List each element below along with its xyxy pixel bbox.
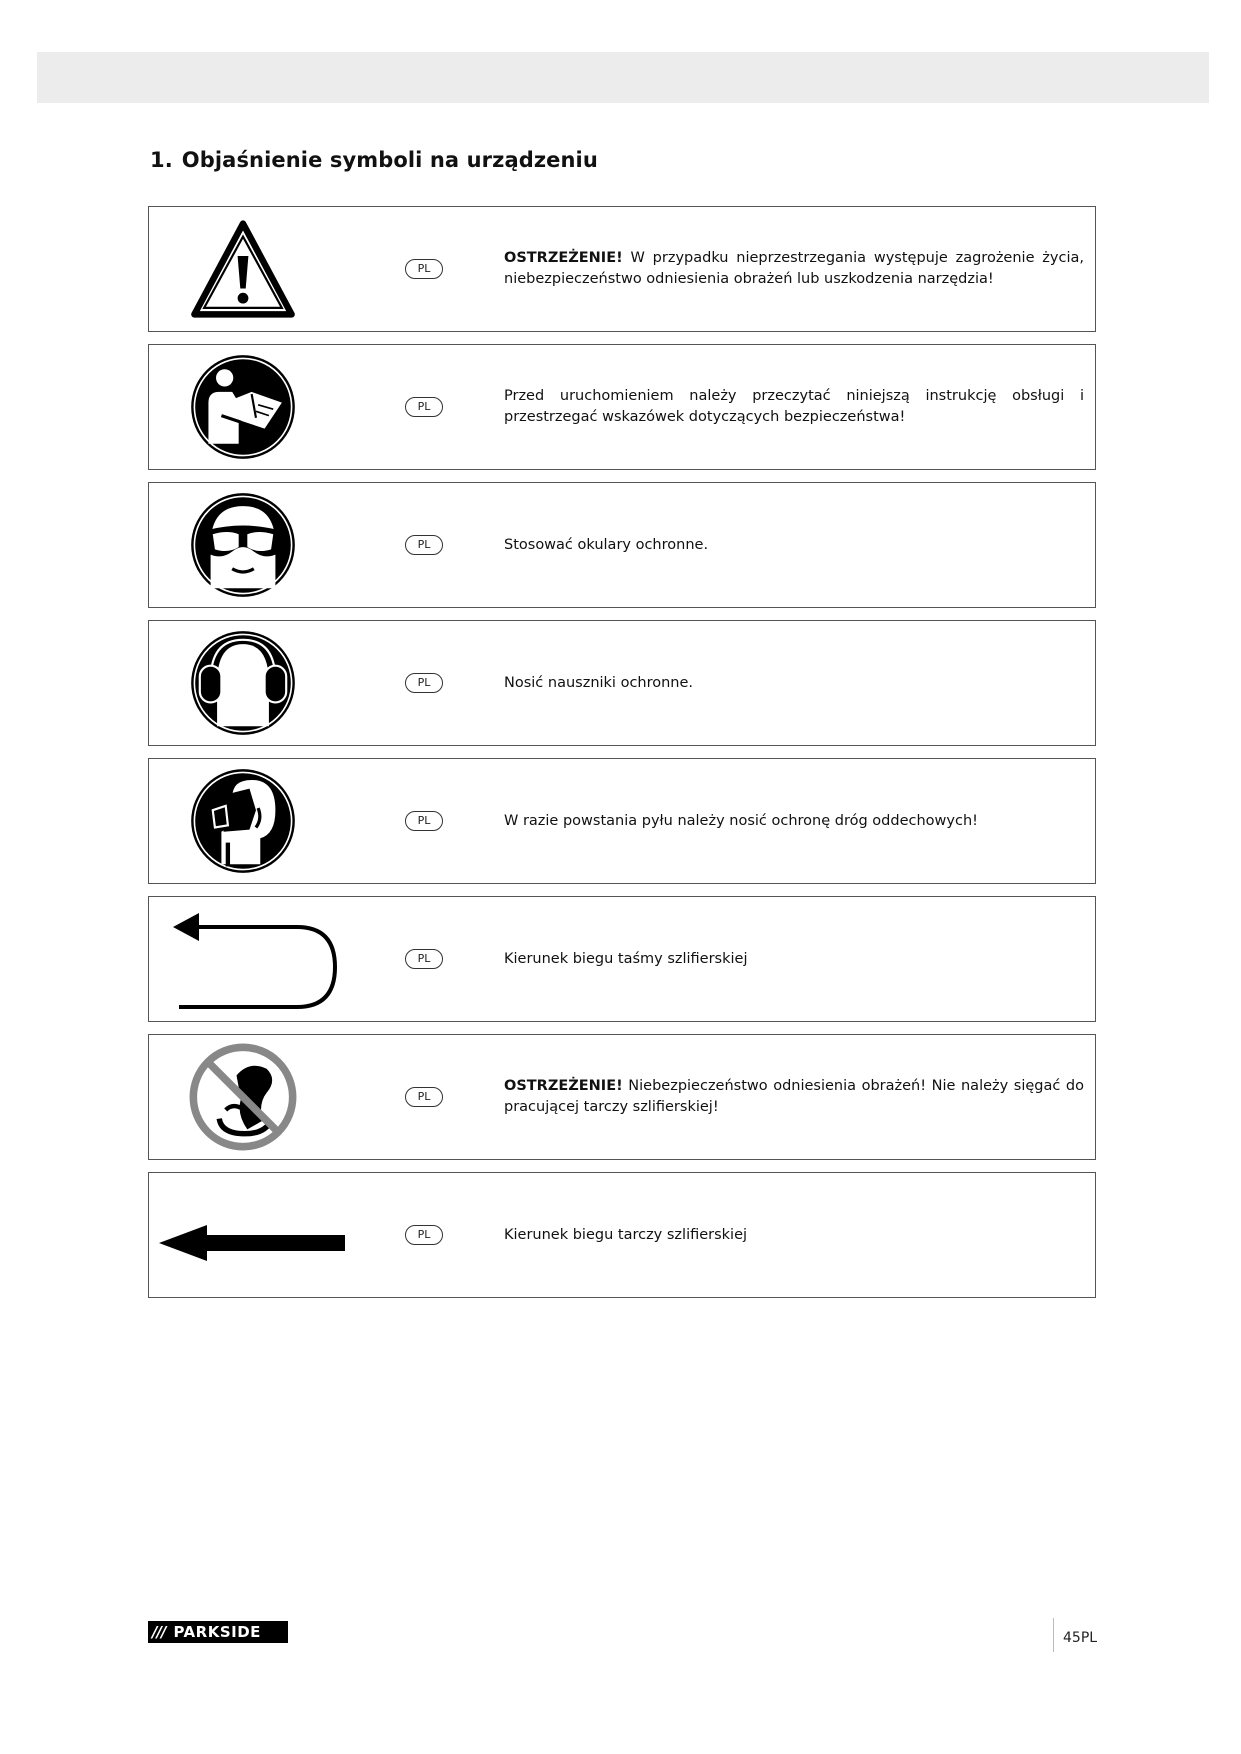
language-badge: PL bbox=[405, 1087, 443, 1107]
no-touching-disc-icon bbox=[189, 1043, 297, 1151]
warning-label: OSTRZEŻENIE! bbox=[504, 250, 623, 266]
eye-protection-icon bbox=[189, 491, 297, 599]
ear-protection-icon bbox=[189, 629, 297, 737]
language-badge: PL bbox=[405, 811, 443, 831]
description-text: W przypadku nieprzestrzegania występuje zagrożenie życia, niebezpieczeństwo odniesienia obrażeń lub uszkodzenia narzędzia! bbox=[504, 250, 1084, 287]
read-manual-icon bbox=[189, 353, 297, 461]
symbol-description bbox=[504, 345, 1084, 469]
respiratory-protection-icon bbox=[189, 767, 297, 875]
page-number: 45PL bbox=[1063, 1630, 1098, 1646]
description-text: Niebezpieczeństwo odniesienia obrażeń! Nie należy sięgać do pracującej tarczy szlifierskiej! bbox=[504, 1078, 1084, 1115]
language-badge: PL bbox=[405, 259, 443, 279]
description-text: W razie powstania pyłu należy nosić ochronę dróg oddechowych! bbox=[504, 812, 978, 829]
symbol-row bbox=[148, 344, 1096, 470]
symbol-row bbox=[148, 620, 1096, 746]
warning-triangle-icon bbox=[189, 215, 297, 323]
symbol-description bbox=[504, 759, 1084, 883]
belt-direction-arrow-icon bbox=[157, 905, 347, 1013]
disc-direction-arrow-icon bbox=[157, 1181, 347, 1289]
symbol-description bbox=[504, 621, 1084, 745]
brand-name: PARKSIDE bbox=[173, 1623, 261, 1641]
parkside-logo bbox=[148, 1621, 288, 1643]
language-badge: PL bbox=[405, 949, 443, 969]
description-text: Kierunek biegu taśmy szlifierskiej bbox=[504, 950, 748, 967]
description-text: Stosować okulary ochronne. bbox=[504, 536, 709, 553]
symbol-description bbox=[504, 1035, 1084, 1159]
section-number: 1. bbox=[150, 148, 173, 172]
symbol-row bbox=[148, 206, 1096, 332]
section-heading bbox=[150, 148, 598, 172]
description-text: Kierunek biegu tarczy szlifierskiej bbox=[504, 1226, 748, 1243]
brand-mark: /// bbox=[152, 1623, 166, 1641]
symbol-row bbox=[148, 758, 1096, 884]
symbol-row bbox=[148, 896, 1096, 1022]
symbol-row bbox=[148, 1034, 1096, 1160]
symbol-row bbox=[148, 1172, 1096, 1298]
description-text: Nosić nauszniki ochronne. bbox=[504, 674, 694, 691]
warning-label: OSTRZEŻENIE! bbox=[504, 1078, 623, 1094]
symbol-row bbox=[148, 482, 1096, 608]
language-badge: PL bbox=[405, 1225, 443, 1245]
header-band bbox=[37, 52, 1209, 103]
symbol-description bbox=[504, 207, 1084, 331]
language-badge: PL bbox=[405, 535, 443, 555]
symbol-description bbox=[504, 1173, 1084, 1297]
symbol-description bbox=[504, 897, 1084, 1021]
description-text: Przed uruchomieniem należy przeczytać niniejszą instrukcję obsługi i przestrzegać wskazówek dotyczących bezpieczeństwa! bbox=[504, 388, 1084, 425]
language-badge: PL bbox=[405, 397, 443, 417]
symbol-description bbox=[504, 483, 1084, 607]
section-title: Objaśnienie symboli na urządzeniu bbox=[181, 148, 598, 172]
footer-divider bbox=[1053, 1618, 1054, 1652]
language-badge: PL bbox=[405, 673, 443, 693]
